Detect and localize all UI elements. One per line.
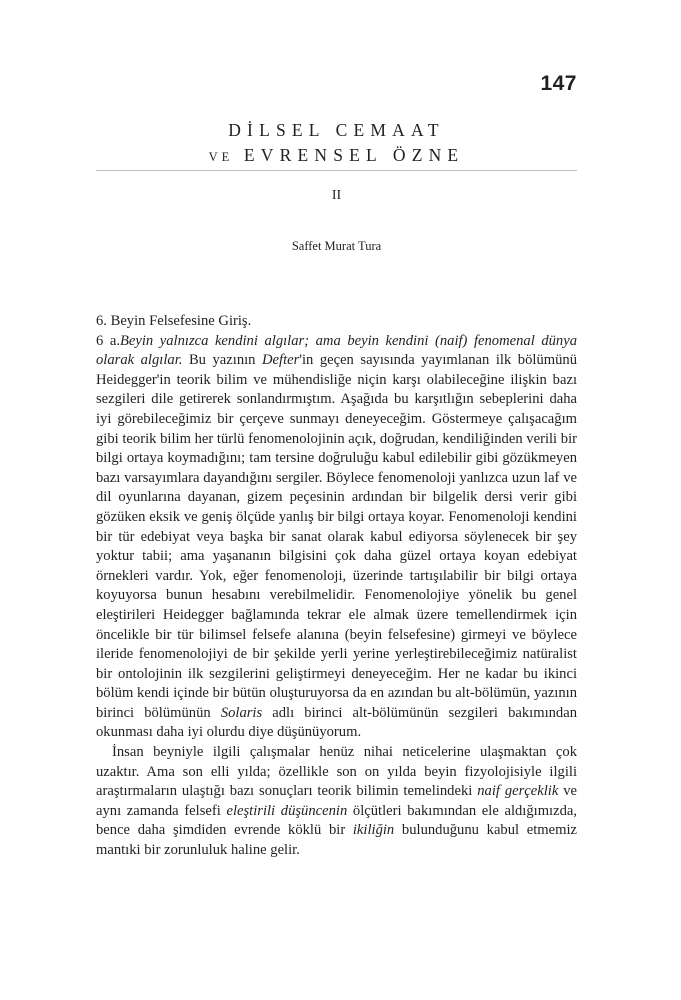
article-body [96, 312, 577, 861]
paragraph-2 [96, 743, 577, 861]
title-line-2-rest: EVRENSEL ÖZNE [233, 145, 465, 165]
paragraph-text: Bu yazının [182, 352, 263, 369]
paragraph-text: 'in geçen sayısında yayımlanan ilk bölümünü Heidegger'in teorik bilim ve mühendisliğe niçin karşı olabileceğine ilişkin bazı sezgileri dile getirerek sonlandırmıştım. Aşağıda bu karşıtlığın sebeplerini daha iyi görebileceğimiz bir çerçeve sunmayı deneyeceğim. Göstermeye çalışacağım gibi teorik bilim her türlü fenomenolojinin açık, doğrudan, kendiliğinden verili bir bilgi ortaya koymadığını; tam tersine doğruluğu kabul edilebilir gibi gözükmeyen bazı varsayımlara dayandığını sergiler. Böylece fenomenoloji yanlızca uzun laf ve dil oyunlarına dayanan, gizem peçesinin ardından bir bilgelik dersi verir gibi gözüken eksik ve geniş ölçüde yanlış bir bilgi ortaya koyar. Fenomenoloji kendini bir tür edebiyat veya başka bir sanat olarak kabul ediyorsa söylenecek bir şey yoktur tabii; ama yaşananın bilgisini çok daha güzel ortaya koyan edebiyat örnekleri vardır. Yok, eğer fenomenoloji, üzerinde tartışılabilir bir bilgi ortaya koyuyorsa bunun hesabını verebilmelidir. Fenomenolojiye yönelik bu genel eleştirileri Heidegger bağlamında tekrar ele almak üzere temellendirmek için öncelikle bir tür bilimsel felsefe alanına (beyin felsefesine) girmeyi ve böylece ileride fenomenolojiyi de bir şekilde yerli yerine yerleştirebileceğimiz natüralist bir ontolojinin ilk sezgilerini geliştirmeyi deneyeceğim. Her ne kadar bu ikinci bölüm kendi içinde bir bütün oluşturuyorsa da en azından bu alt-bölümün, yazının birinci bölümünün [96, 352, 577, 721]
title-small-word: VE [208, 150, 234, 164]
italic-term: ikiliğin [352, 822, 395, 839]
paragraph-text: adlı birinci alt-bölümünün sezgileri bakımından okunması daha iyi olurdu diye düşünüyorum. [96, 704, 577, 741]
italic-term: eleştirili düşüncenin [226, 802, 348, 819]
paragraph-text: İnsan beyniyle ilgili çalışmalar henüz nihai neticelerine ulaşmaktan çok uzaktır. Ama son elli yılda; özellikle son on yılda beyin fizyolojisiyle ilgili araştırmaların ulaştığı bazı sonuçları teorik bilimin temelindeki [96, 744, 577, 800]
italic-term: Defter [262, 352, 300, 369]
title-line-2 [96, 143, 577, 170]
article-title [96, 118, 577, 170]
page-number: 147 [540, 72, 577, 95]
paragraph-1 [96, 332, 577, 743]
paragraph-text: bulunduğunu kabul etmemiz mantıki bir zorunluluk haline gelir. [96, 822, 578, 859]
title-line-1: DİLSEL CEMAAT [228, 120, 445, 140]
paragraph-text: ölçütleri bakımından ele aldığımızda, bence daha şimdiden evrende köklü bir [96, 802, 578, 839]
italic-lead: Beyin yalnızca kendini algılar; ama beyin kendini (naif) fenomenal dünya olarak algılar. [96, 332, 577, 369]
part-number: II [331, 188, 342, 203]
paragraph-text: ve aynı zamanda felsefi [96, 783, 577, 819]
title-divider [96, 170, 577, 171]
italic-term: Solaris [220, 704, 263, 721]
section-heading: 6. Beyin Felsefesine Giriş. [96, 313, 252, 329]
subsection-number: 6 a. [96, 332, 120, 349]
author-name: Saffet Murat Tura [291, 239, 382, 253]
italic-term: naif gerçeklik [477, 783, 559, 800]
